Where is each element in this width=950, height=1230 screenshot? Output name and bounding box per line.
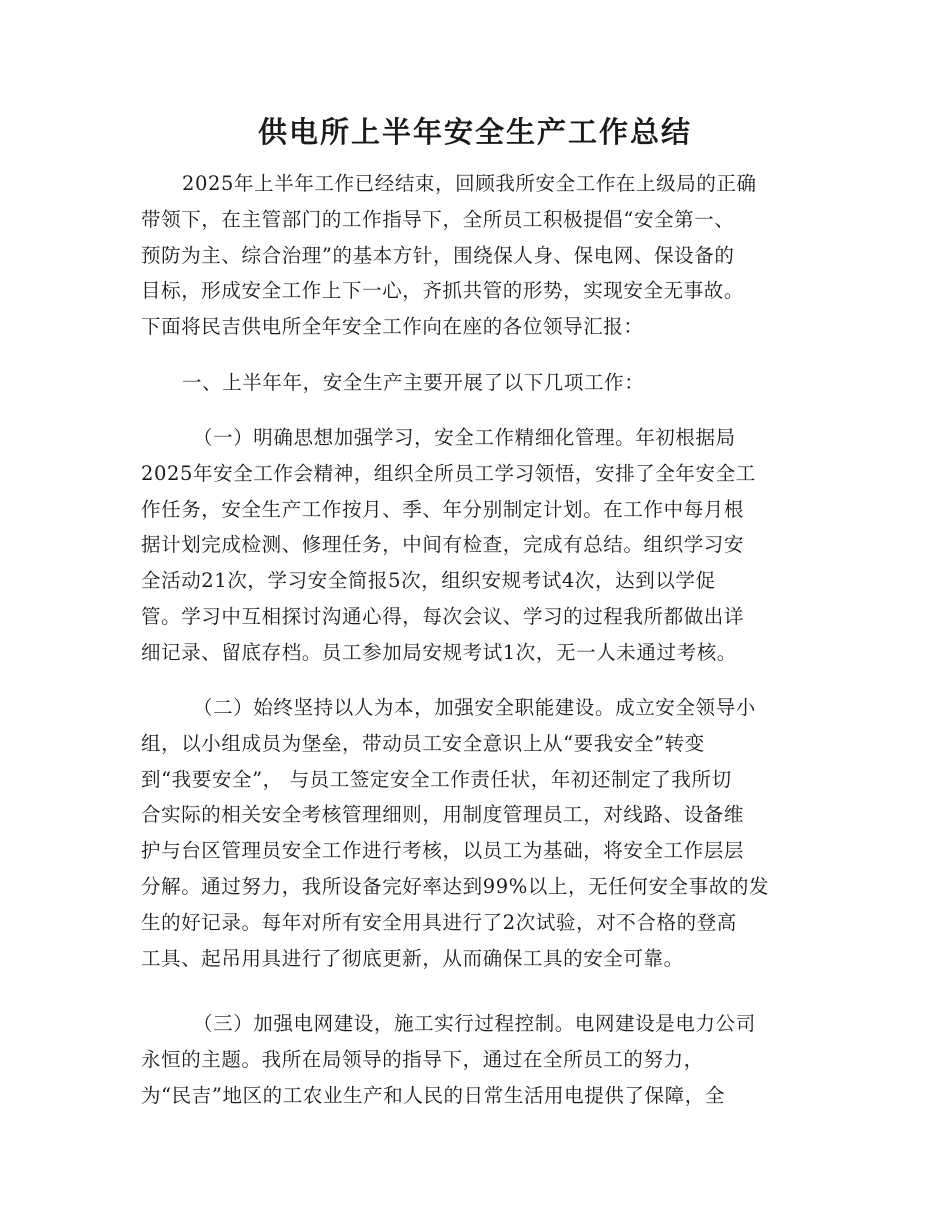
text-line: 到“我要安全”， 与员工签定安全工作责任状，年初还制定了我所切 (141, 767, 732, 791)
section-heading (141, 365, 813, 401)
text-line: 带领下，在主管部门的工作指导下，全所员工积极提倡“安全第一、 (141, 207, 735, 231)
text-line: 一、上半年年，安全生产主要开展了以下几项工作： (182, 371, 645, 394)
intro-paragraph (141, 166, 813, 345)
text-line: 分解。通过努力，我所设备完好率达到99%以上，无任何安全事故的发 (141, 874, 770, 898)
text-line: 护与台区管理员安全工作进行考核，以员工为基础，将安全工作层层 (141, 839, 745, 863)
text-line: 作任务，安全生产工作按月、季、年分别制定计划。在工作中每月根 (141, 497, 745, 521)
text-line: 工具、起吊用具进行了彻底更新，从而确保工具的安全可靠。 (141, 946, 684, 970)
item-3-paragraph (141, 1006, 813, 1113)
text-line: （二）始终坚持以人为本，加强安全职能建设。成立安全领导小 (193, 696, 756, 719)
text-line: 合实际的相关安全考核管理细则，用制度管理员工，对线路、设备维 (141, 803, 745, 827)
text-line: 细记录、留底存档。员工参加局安规考试1次，无一人未通过考核。 (141, 640, 737, 664)
item-2-paragraph (141, 690, 813, 976)
text-line: （三）加强电网建设，施工实行过程控制。电网建设是电力公司 (193, 1012, 756, 1035)
text-line: 2025年上半年工作已经结束，回顾我所安全工作在上级局的正确 (182, 172, 757, 195)
text-line: （一）明确思想加强学习，安全工作精细化管理。年初根据局 (193, 426, 736, 449)
text-line: 为“民吉”地区的工农业生产和人民的日常生活用电提供了保障，全 (141, 1083, 725, 1107)
text-line: 组，以小组成员为堡垒，带动员工安全意识上从“要我安全”转变 (141, 731, 705, 755)
text-line: 据计划完成检测、修理任务，中间有检查，完成有总结。组织学习安 (141, 533, 745, 557)
text-line: 永恒的主题。我所在局领导的指导下，通过在全所员工的努力， (141, 1047, 704, 1071)
text-line: 目标，形成安全工作上下一心，齐抓共管的形势，实现安全无事故。 (141, 279, 745, 303)
text-line: 生的好记录。每年对所有安全用具进行了2次试验，对不合格的登高 (141, 910, 737, 934)
text-line: 预防为主、综合治理”的基本方针，围绕保人身、保电网、保设备的 (141, 243, 735, 267)
text-line: 2025年安全工作会精神，组织全所员工学习领悟，安排了全年安全工 (141, 461, 756, 485)
document-title: 供电所上半年安全生产工作总结 (257, 115, 692, 149)
text-line: 全活动21次，学习安全简报5次，组织安规考试4次，达到以学促 (141, 569, 716, 593)
text-line: 下面将民吉供电所全年安全工作向在座的各位领导汇报： (141, 315, 644, 339)
text-line: 管。学习中互相探讨沟通心得，每次会议、学习的过程我所都做出详 (141, 604, 745, 628)
item-1-paragraph (141, 420, 813, 671)
